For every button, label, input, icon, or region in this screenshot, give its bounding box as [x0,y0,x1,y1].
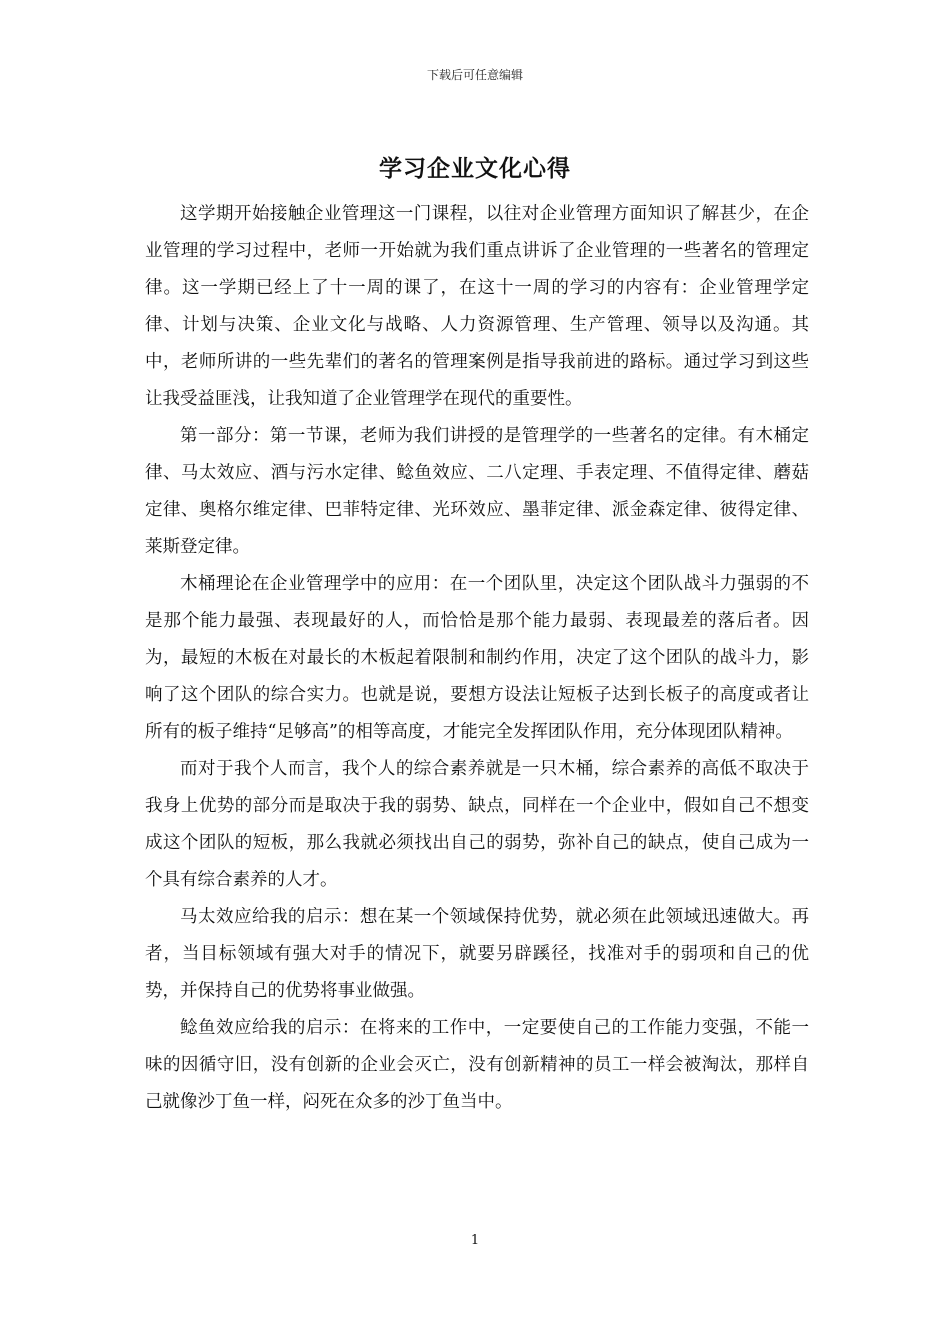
paragraph: 马太效应给我的启示：想在某一个领域保持优势，就必须在此领域迅速做大。再者，当目标领域有强大对手的情况下，就要另辟蹊径，找准对手的弱项和自己的优势，并保持自己的优势将事业做强。 [145,907,809,1001]
paragraph: 第一部分：第一节课，老师为我们讲授的是管理学的一些著名的定律。有木桶定律、马太效应、酒与污水定律、鲶鱼效应、二八定理、手表定理、不值得定律、蘑菇定律、奥格尔维定律、巴菲特定律、光环效应、墨菲定律、派金森定律、彼得定律、莱斯登定律。 [145,426,809,557]
header-note: 下载后可任意编辑 [426,68,523,82]
paragraph: 这学期开始接触企业管理这一门课程，以往对企业管理方面知识了解甚少，在企业管理的学习过程中，老师一开始就为我们重点讲诉了企业管理的一些著名的管理定律。这一学期已经上了十一周的课了，在这十一周的学习的内容有：企业管理学定律、计划与决策、企业文化与战略、人力资源管理、生产管理、领导以及沟通。其中，老师所讲的一些先辈们的著名的管理案例是指导我前进的路标。通过学习到这些让我受益匪浅，让我知道了企业管理学在现代的重要性。 [145,204,809,409]
page-number: 1 [470,1233,480,1248]
document-title: 学习企业文化心得 [379,155,571,182]
paragraph: 而对于我个人而言，我个人的综合素养就是一只木桶，综合素养的高低不取决于我身上优势的部分而是取决于我的弱势、缺点，同样在一个企业中，假如自己不想变成这个团队的短板，那么我就必须找出自己的弱势，弥补自己的缺点，使自己成为一个具有综合素养的人才。 [145,759,809,890]
document-body [145,196,809,1121]
paragraph: 鲶鱼效应给我的启示：在将来的工作中，一定要使自己的工作能力变强，不能一味的因循守旧，没有创新的企业会灭亡，没有创新精神的员工一样会被淘汰，那样自己就像沙丁鱼一样，闷死在众多的沙丁鱼当中。 [145,1018,809,1112]
paragraph: 木桶理论在企业管理学中的应用：在一个团队里，决定这个团队战斗力强弱的不是那个能力最强、表现最好的人，而恰恰是那个能力最弱、表现最差的落后者。因为，最短的木板在对最长的木板起着限制和制约作用，决定了这个团队的战斗力，影响了这个团队的综合实力。也就是说，要想方设法让短板子达到长板子的高度或者让所有的板子维持“足够高”的相等高度，才能完全发挥团队作用，充分体现团队精神。 [145,574,809,742]
